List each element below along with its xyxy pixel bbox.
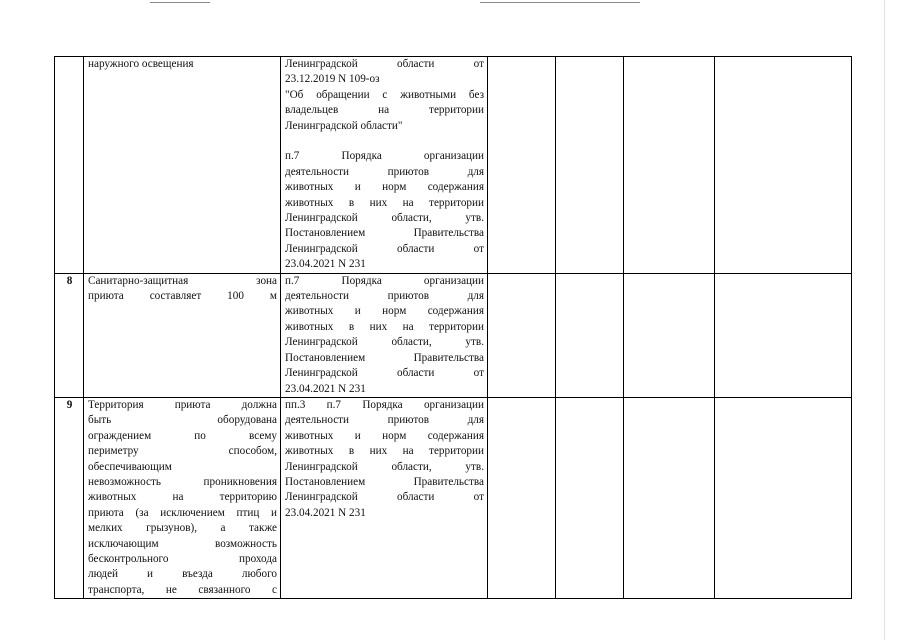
reference-cell-line: животных и норм содержания — [285, 429, 484, 442]
reference-cell-line: Ленинградской области от — [285, 367, 484, 380]
empty-cell — [488, 57, 556, 274]
requirement-cell-line: периметру способом, — [88, 445, 277, 458]
reference-cell-line: Ленинградской области от — [285, 491, 484, 504]
reference-cell-line: деятельности приютов для — [285, 290, 484, 303]
requirement-cell — [84, 273, 281, 397]
reference-cell-line: животных в них на территории — [285, 445, 484, 458]
reference-cell-line: животных и норм содержания — [285, 305, 484, 318]
empty-cell — [488, 273, 556, 397]
reference-cell-line: Ленинградской области, утв. — [285, 212, 484, 225]
reference-cell-line: Ленинградской области от — [285, 58, 484, 70]
reference-cell-line: владельцев на территории — [285, 104, 484, 117]
requirement-cell-line: бесконтрольного прохода — [88, 552, 277, 565]
empty-cell — [624, 57, 715, 274]
table-row — [55, 273, 852, 397]
reference-cell-line: п.7 Порядка организации — [285, 274, 484, 287]
empty-cell — [488, 397, 556, 598]
empty-cell — [715, 273, 852, 397]
requirements-table — [54, 56, 852, 599]
reference-cell-line: 23.04.2021 N 231 — [285, 506, 366, 519]
reference-cell-line: животных в них на территории — [285, 196, 484, 209]
reference-cell — [281, 397, 488, 598]
scan-artifact-top — [150, 2, 210, 3]
row-number: 8 — [55, 273, 84, 397]
reference-cell-line: деятельности приютов для — [285, 414, 484, 427]
reference-cell-line: Ленинградской области, утв. — [285, 336, 484, 349]
reference-cell-line: 23.04.2021 N 231 — [285, 382, 366, 395]
reference-cell-line: п.7 Порядка организации — [285, 150, 484, 163]
empty-cell — [715, 57, 852, 274]
requirement-cell — [84, 57, 281, 274]
requirement-cell-line: мелких грызунов), а также — [88, 522, 277, 535]
reference-cell-line: Ленинградской области от — [285, 242, 484, 255]
requirement-cell-line: наружного освещения — [88, 58, 194, 70]
empty-cell — [624, 397, 715, 598]
reference-cell-line: животных и норм содержания — [285, 181, 484, 194]
requirement-cell — [84, 397, 281, 598]
reference-cell-line: Постановлением Правительства — [285, 351, 484, 364]
reference-cell — [281, 57, 488, 274]
reference-cell-line: Ленинградской области, утв. — [285, 460, 484, 473]
requirement-cell-line: Территория приюта должна — [88, 398, 277, 411]
requirement-cell-line: ограждением по всему — [88, 429, 277, 442]
requirement-cell-line: невозможность проникновения — [88, 475, 277, 488]
reference-cell-line: Постановлением Правительства — [285, 227, 484, 240]
requirement-cell-line: животных на территорию — [88, 491, 277, 504]
row-number: 9 — [55, 397, 84, 598]
reference-cell-line: 23.12.2019 N 109-оз — [285, 73, 380, 86]
empty-cell — [556, 397, 624, 598]
table-row — [55, 57, 852, 274]
reference-cell-line: пп.3 п.7 Порядка организации — [285, 398, 484, 411]
reference-cell — [281, 273, 488, 397]
reference-cell-line: животных в них на территории — [285, 320, 484, 333]
requirement-cell-line: людей и въезда любого — [88, 568, 277, 581]
reference-cell-line: деятельности приютов для — [285, 165, 484, 178]
requirement-cell-line: приюта составляет 100 м — [88, 290, 277, 303]
requirement-cell-line: транспорта, не связанного с — [88, 583, 277, 596]
requirement-cell-line: Санитарно-защитная зона — [88, 274, 277, 287]
empty-cell — [715, 397, 852, 598]
table-row — [55, 397, 852, 598]
requirement-cell-line: приюта (за исключением птиц и — [88, 506, 277, 519]
row-number — [55, 57, 84, 274]
reference-cell-line: 23.04.2021 N 231 — [285, 258, 366, 271]
reference-cell-line — [285, 134, 484, 149]
empty-cell — [556, 273, 624, 397]
scan-edge — [884, 0, 885, 640]
empty-cell — [556, 57, 624, 274]
reference-cell-line: Постановлением Правительства — [285, 475, 484, 488]
requirement-cell-line: исключающим возможность — [88, 537, 277, 550]
reference-cell-line: "Об обращении с животными без — [285, 88, 484, 101]
requirement-cell-line: быть оборудована — [88, 414, 277, 427]
empty-cell — [624, 273, 715, 397]
requirement-cell-line: обеспечивающим — [88, 460, 172, 473]
reference-cell-line: Ленинградской области" — [285, 119, 403, 132]
scan-artifact-top-right — [480, 2, 640, 3]
